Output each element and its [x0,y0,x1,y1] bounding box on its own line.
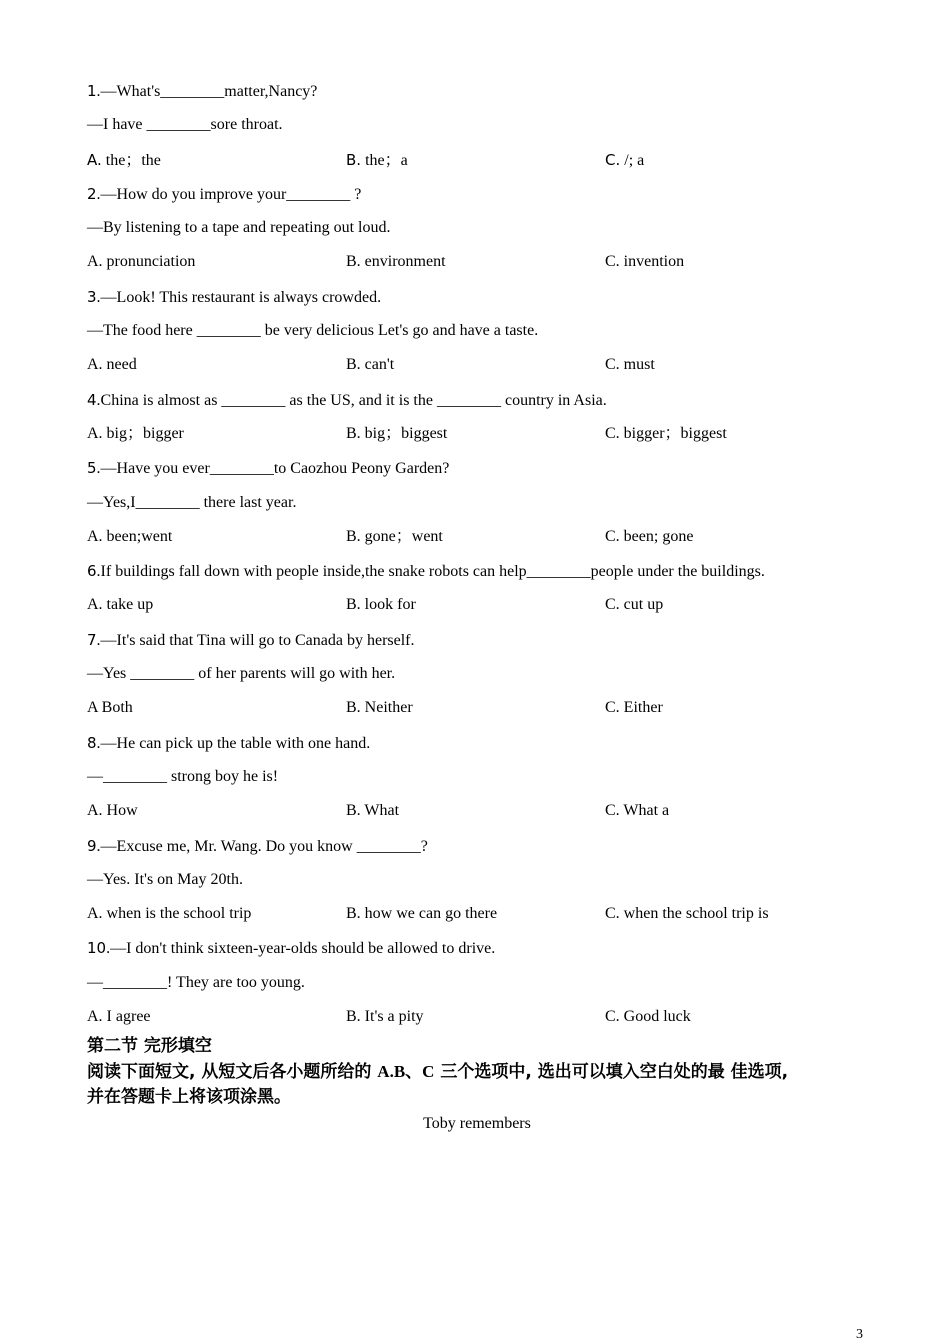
question-stem: 5.—Have you ever________to Caozhou Peony Garden? [87,459,450,478]
question-text: —I don't think sixteen-year-olds should be allowed to drive. [110,940,496,958]
option-c[interactable] [605,797,864,831]
question-number: 4 [87,390,97,409]
option-b[interactable] [346,797,605,831]
option-a[interactable] [87,523,346,557]
question-stem: 8.—He can pick up the table with one hand. [87,733,371,752]
options-row [87,591,867,625]
option-a[interactable] [87,900,346,934]
question-response [87,763,867,797]
question-stem: 2.—How do you improve your________ ? [87,184,362,203]
option-c[interactable] [605,248,864,282]
question-number: 9 [87,836,97,855]
question-text: —Have you ever________to Caozhou Peony Garden? [100,460,450,478]
question-response [87,489,867,523]
option-a[interactable] [87,351,346,385]
question-text: —Excuse me, Mr. Wang. Do you know ________? [100,837,428,855]
option-text: A Both [87,699,133,717]
question-stem: 7.—It's said that Tina will go to Canada by herself. [87,630,415,649]
option-c[interactable] [605,900,864,934]
option-b[interactable] [346,248,605,282]
option-c[interactable] [605,1003,864,1037]
question-text: China is almost as ________ as the US, and it is the ________ country in Asia. [100,391,607,409]
instruction-part: 三个选项中, 选出可以填入空白处的最 佳选项, [434,1062,789,1083]
question-text: —The food here ________ be very delicious Let's go and have a taste. [87,322,539,340]
option-a[interactable] [87,1003,346,1037]
section-heading: 第二节 完形填空 [87,1036,212,1057]
instruction-options: C [422,1062,435,1082]
section-instruction-cont: 并在答题卡上将该项涂黑。 [87,1087,291,1108]
option-letter: C. [605,150,621,169]
option-b[interactable] [346,351,605,385]
option-b[interactable] [346,694,605,728]
question-text: —I have ________sore throat. [87,116,283,134]
question-text: —What's________matter,Nancy? [100,83,318,100]
question-text: —Yes. It's on May 20th. [87,870,243,888]
question-list [87,77,867,1137]
question-text: —________ strong boy he is! [87,767,279,785]
question-response [87,660,867,694]
question-text: —By listening to a tape and repeating out loud. [87,219,391,237]
option-b[interactable] [346,1003,605,1037]
question-number: 6 [87,562,97,581]
option-text: B. look for [346,596,416,614]
option-text: C. Either [605,699,663,717]
option-c[interactable] [605,420,864,454]
option-text: A. been;went [87,527,173,545]
question-text: If buildings fall down with people inside,the snake robots can help________people under the buildings. [100,563,765,581]
option-b[interactable] [346,523,605,557]
option-text: B. Neither [346,699,413,717]
question-stem: 4.China is almost as ________ as the US, and it is the ________ country in Asia. [87,390,607,409]
question-response [87,214,867,248]
question-text: —Look! This restaurant is always crowded. [100,288,382,306]
option-a[interactable] [87,797,346,831]
options-row [87,1003,867,1037]
options-row [87,694,867,728]
option-text: /; a [620,151,645,169]
question-text: —He can pick up the table with one hand. [100,734,371,752]
question-number: 8 [87,733,97,752]
options-row [87,351,867,385]
option-text: B. What [346,802,400,820]
options-row [87,420,867,454]
option-text: A. How [87,802,138,820]
option-a[interactable] [87,248,346,282]
option-text: C. What a [605,802,670,820]
question-number: 7 [87,630,97,649]
option-text: A. take up [87,596,154,614]
option-letter: B. [346,150,362,169]
option-a[interactable] [87,591,346,625]
option-text: A. need [87,356,137,374]
options-row [87,146,867,180]
option-text: A. big；bigger [87,424,184,442]
option-text: A. when is the school trip [87,905,252,923]
option-text: C. bigger；biggest [605,424,727,442]
question-response [87,317,867,351]
option-text: C. when the school trip is [605,905,769,923]
option-text: B. can't [346,356,395,374]
option-c[interactable] [605,694,864,728]
question-number: 3 [87,287,97,306]
question-number: 1 [87,82,97,100]
option-text: C. cut up [605,596,664,614]
question-text: —It's said that Tina will go to Canada by herself. [100,631,415,649]
option-text: B. environment [346,253,446,271]
option-text: B. gone；went [346,527,443,545]
option-b[interactable] [346,591,605,625]
instruction-part: 、 [405,1062,423,1083]
instruction-options: A.B [377,1062,406,1082]
option-c[interactable] [605,591,864,625]
question-number: 5 [87,459,97,478]
option-a[interactable] [87,694,346,728]
option-b[interactable] [346,146,605,180]
section-instruction [87,1059,867,1085]
option-a[interactable] [87,146,346,180]
option-text: A. I agree [87,1008,151,1026]
question-text: —Yes ________ of her parents will go with her. [87,665,396,683]
option-a[interactable] [87,420,346,454]
option-text: the；the [101,151,161,169]
options-row [87,523,867,557]
passage-title: Toby remembers [423,1115,531,1133]
options-row [87,900,867,934]
option-text: the；a [361,151,408,169]
question-number: 2 [87,184,97,203]
option-c[interactable] [605,146,864,180]
option-text: C. Good luck [605,1008,691,1026]
question-stem: 10.—I don't think sixteen-year-olds should be allowed to drive. [87,939,496,958]
option-b[interactable] [346,900,605,934]
option-c[interactable] [605,523,864,557]
options-row [87,248,867,282]
page-number: 3 [856,1327,863,1342]
question-text: —Yes,I________ there last year. [87,493,297,511]
option-text: B. how we can go there [346,905,498,923]
question-text: —How do you improve your________ ? [100,185,362,203]
options-row [87,797,867,831]
option-b[interactable] [346,420,605,454]
option-text: A. pronunciation [87,253,196,271]
question-response [87,866,867,900]
question-stem: 6.If buildings fall down with people inside,the snake robots can help________people under the buildings. [87,562,765,581]
question-text: —________! They are too young. [87,973,305,991]
question-response [87,969,867,1003]
option-text: B. It's a pity [346,1008,424,1026]
instruction-part: 阅读下面短文, 从短文后各小题所给的 [87,1062,378,1083]
section-block [87,1034,867,1137]
option-text: B. big；biggest [346,424,448,442]
question-stem: 9.—Excuse me, Mr. Wang. Do you know ________? [87,836,428,855]
option-text: C. must [605,356,655,374]
question-stem: 3.—Look! This restaurant is always crowded. [87,287,382,306]
question-response [87,111,867,145]
option-text: C. invention [605,253,685,271]
option-text: C. been; gone [605,527,694,545]
option-letter: A. [87,150,102,169]
option-c[interactable] [605,351,864,385]
question-number: 10 [87,939,107,958]
question-stem: 1.—What's________matter,Nancy? [87,82,318,100]
